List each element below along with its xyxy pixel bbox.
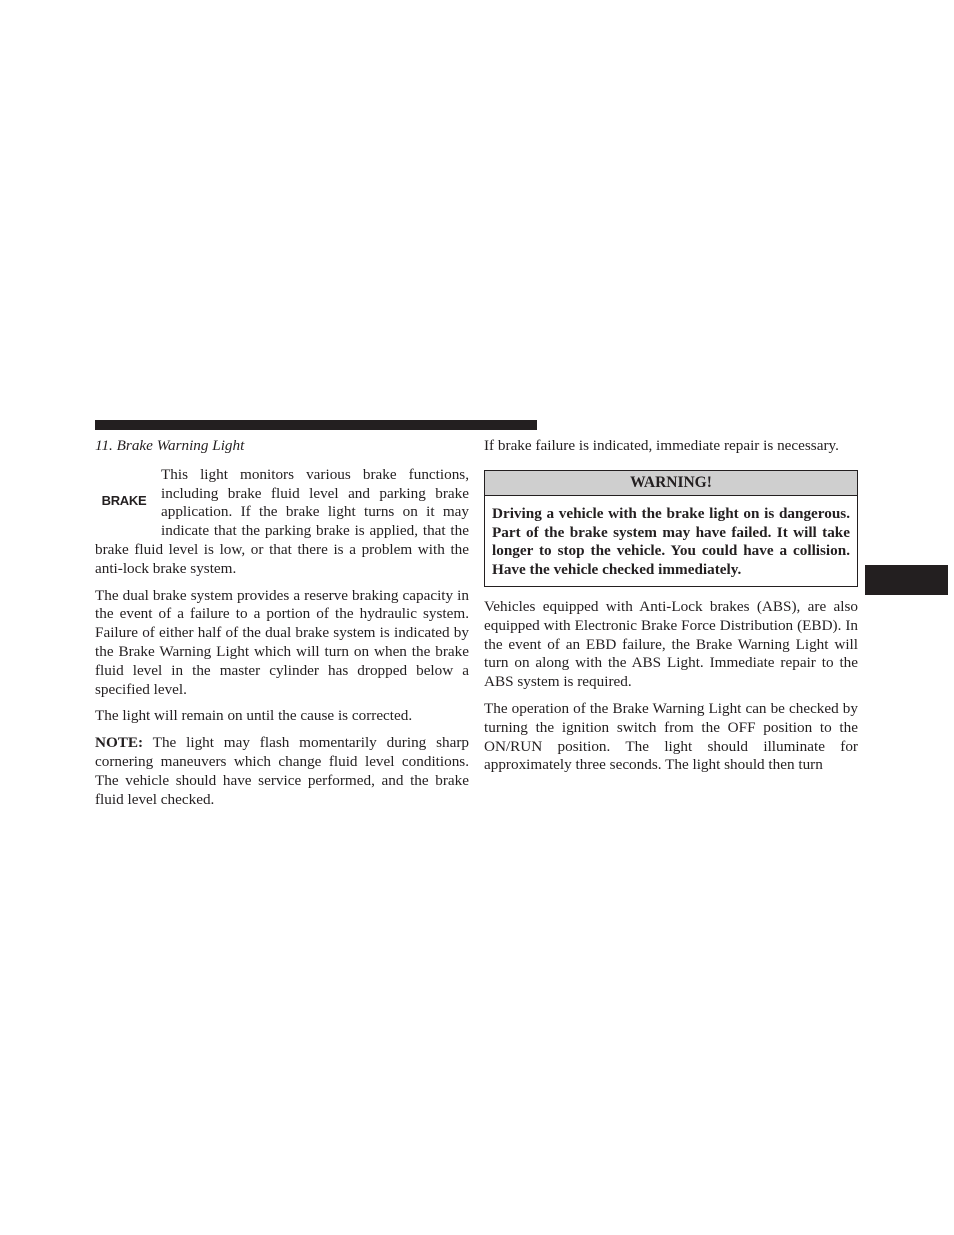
note-label: NOTE: bbox=[95, 734, 144, 752]
right-column bbox=[484, 437, 858, 783]
light-remains-paragraph: The light will remain on until the cause is corrected. bbox=[95, 707, 413, 725]
light-check-paragraph: The operation of the Brake Warning Light can be checked by turning the ignition switch from the OFF position to the ON/RUN position. The light should illuminate for approximately three seconds. The light should then turn bbox=[484, 699, 858, 774]
dual-brake-paragraph: The dual brake system provides a reserve braking capacity in the event of a failure to a portion of the hydraulic system. Failure of either half of the dual brake system is indicated by the Brake Warning Light which will turn on when the brake fluid level in the master cylinder has dropped below a specified level. bbox=[95, 586, 469, 698]
warning-box bbox=[484, 470, 858, 587]
chapter-side-tab bbox=[865, 565, 948, 595]
brake-failure-paragraph: If brake failure is indicated, immediate repair is necessary. bbox=[484, 437, 839, 454]
brake-warning-icon bbox=[95, 466, 153, 540]
abs-ebd-paragraph: Vehicles equipped with Anti-Lock brakes (ABS), are also equipped with Electronic Brake Force Distribution (EBD). In the event of an EBD failure, the Brake Warning Light will turn on along with the ABS Light. Immediate repair to the ABS system is required. bbox=[484, 597, 858, 691]
note-paragraph bbox=[95, 734, 469, 809]
brake-icon-label: BRAKE bbox=[101, 493, 147, 509]
brake-light-description: This light monitors various brake functions, including brake fluid level and parking brake application. If the brake light turns on it may indicate that the parking brake is applied, that the brake fluid level is low, or that there is a problem with the anti-lock brake system. bbox=[95, 465, 469, 577]
left-column bbox=[95, 437, 469, 817]
note-text: The light may flash momentarily during sharp cornering maneuvers which change fluid level conditions. The vehicle should have service performed, and the brake fluid level checked. bbox=[95, 734, 469, 808]
section-heading: 11. Brake Warning Light bbox=[95, 437, 245, 454]
warning-title: WARNING! bbox=[485, 471, 857, 496]
section-top-rule bbox=[95, 420, 537, 430]
warning-text: Driving a vehicle with the brake light on is dangerous. Part of the brake system may have failed. It will take longer to stop the vehicle. You could have a collision. Have the vehicle checked immediately. bbox=[492, 504, 850, 579]
